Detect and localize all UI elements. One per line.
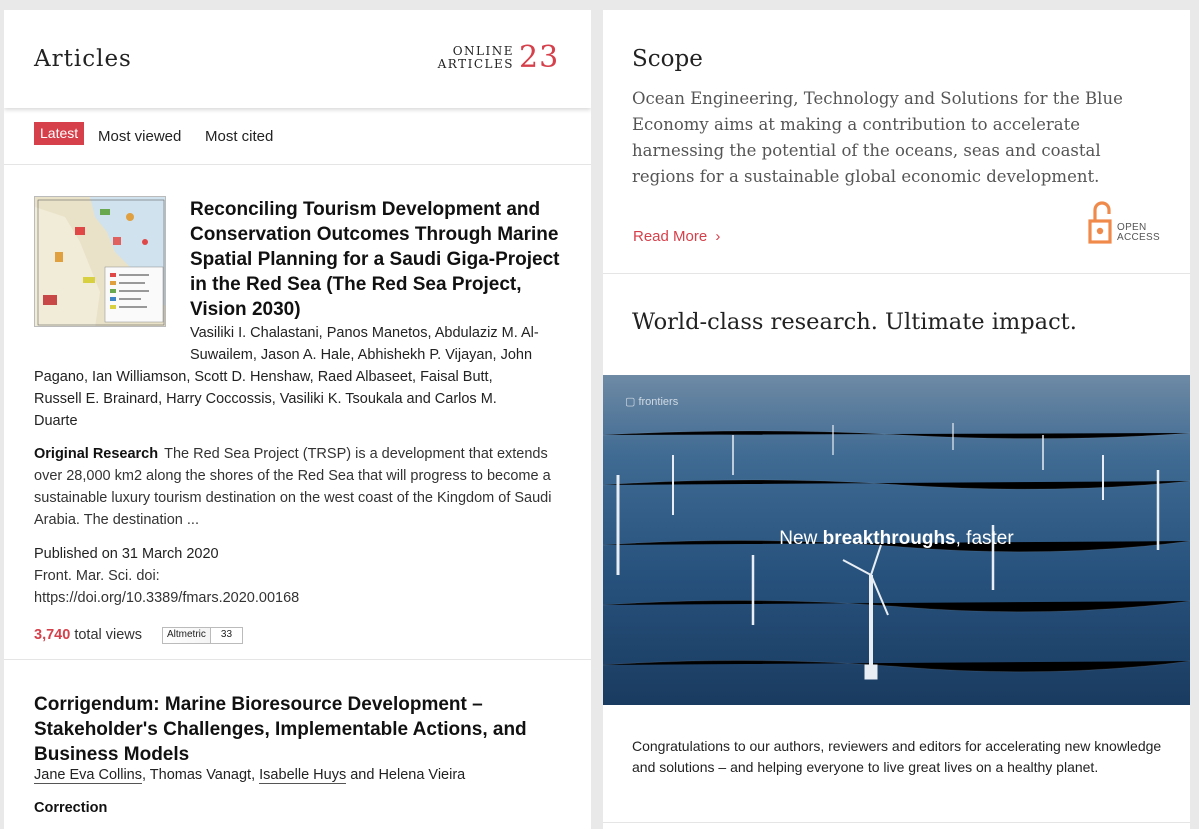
- article-title[interactable]: Reconciling Tourism Development and Conservation Outcomes Through Marine Spatial Planning for a Saudi Giga-Project in the Red Sea (The Red Sea Project, Vision 2030): [190, 199, 560, 320]
- chevron-right-icon: ›: [715, 228, 721, 245]
- journal-citation: Front. Mar. Sci. doi:: [34, 568, 160, 584]
- tab-most-cited[interactable]: Most cited: [205, 128, 274, 145]
- author-link[interactable]: Isabelle Huys: [259, 767, 347, 783]
- altmetric-score: 33: [211, 628, 242, 643]
- abstract-text: The Red Sea Project (TRSP) is a development that extends over 28,000 km2 along the shores of the Red Sea that will progress to become a sustainable luxury tourism destination on the west coast of the Kingdom of Saudi Arabia. The destination ...: [34, 446, 552, 528]
- author-link[interactable]: Helena Vieira: [378, 767, 466, 783]
- tab-most-viewed[interactable]: Most viewed: [98, 128, 182, 145]
- divider: [603, 822, 1190, 823]
- divider: [603, 273, 1190, 274]
- article-authors-line: Duarte: [34, 413, 78, 429]
- tab-latest[interactable]: Latest: [34, 122, 84, 145]
- article-tabs: [4, 108, 591, 165]
- article-authors-line: Vasiliki I. Chalastani, Panos Manetos, Abdulaziz M. Al-: [190, 325, 539, 341]
- article-authors-line: Suwailem, Jason A. Hale, Abhishekh P. Vijayan, John: [190, 347, 533, 363]
- read-more-link[interactable]: Read More ›: [633, 228, 721, 245]
- views-label: total views: [74, 627, 143, 643]
- article-thumbnail-map[interactable]: [34, 196, 166, 327]
- article-type: Original Research: [34, 446, 159, 462]
- author-link[interactable]: Thomas Vanagt: [149, 767, 252, 783]
- article-card: [4, 165, 591, 660]
- published-date: Published on 31 March 2020: [34, 546, 219, 562]
- article-authors-line: Pagano, Ian Williamson, Scott D. Henshaw, Raed Albaseet, Faisal Butt,: [34, 369, 493, 385]
- altmetric-badge[interactable]: [162, 627, 243, 644]
- frontiers-logo-icon: ▢: [625, 396, 639, 408]
- scope-text: Ocean Engineering, Technology and Solutions for the Blue Economy aims at making a contribution to accelerate harnessing the potential of the oceans, seas and coastal regions for a sustainable global economic development.: [632, 89, 1123, 186]
- articles-panel: [4, 10, 591, 829]
- article-type: Correction: [34, 800, 108, 816]
- online-articles-count: 23: [519, 40, 560, 75]
- promo-video[interactable]: [603, 375, 1190, 705]
- online-articles-label: ONLINE ARTICLES: [437, 44, 514, 71]
- author-link[interactable]: Jane Eva Collins: [34, 767, 142, 783]
- video-caption: New breakthroughs, faster: [779, 528, 1014, 549]
- promo-title: World-class research. Ultimate impact.: [632, 309, 1077, 335]
- doi-link[interactable]: https://doi.org/10.3389/fmars.2020.00168: [34, 590, 300, 606]
- views-number: 3,740: [34, 627, 71, 643]
- view-count: [34, 627, 142, 643]
- article-title[interactable]: Corrigendum: Marine Bioresource Development – Stakeholder's Challenges, Implementable Actions, and Business Models: [34, 694, 527, 765]
- video-brand: ▢ frontiers: [625, 396, 679, 408]
- articles-title: Articles: [34, 46, 132, 72]
- scope-title: Scope: [632, 46, 703, 72]
- altmetric-label: Altmetric: [163, 628, 211, 643]
- articles-header: [4, 10, 591, 108]
- promo-text: Congratulations to our authors, reviewers and editors for accelerating new knowledge and solutions – and helping everyone to live great lives on a healthy planet.: [632, 738, 1162, 775]
- article-authors-line: Russell E. Brainard, Harry Coccossis, Vasiliki K. Tsoukala and Carlos M.: [34, 391, 497, 407]
- open-access-text: OPEN ACCESS: [1117, 222, 1160, 243]
- article-authors: Jane Eva Collins, Thomas Vanagt, Isabelle Huys and Helena Vieira: [34, 767, 466, 783]
- scope-panel: [603, 10, 1190, 829]
- article-abstract: [34, 443, 564, 531]
